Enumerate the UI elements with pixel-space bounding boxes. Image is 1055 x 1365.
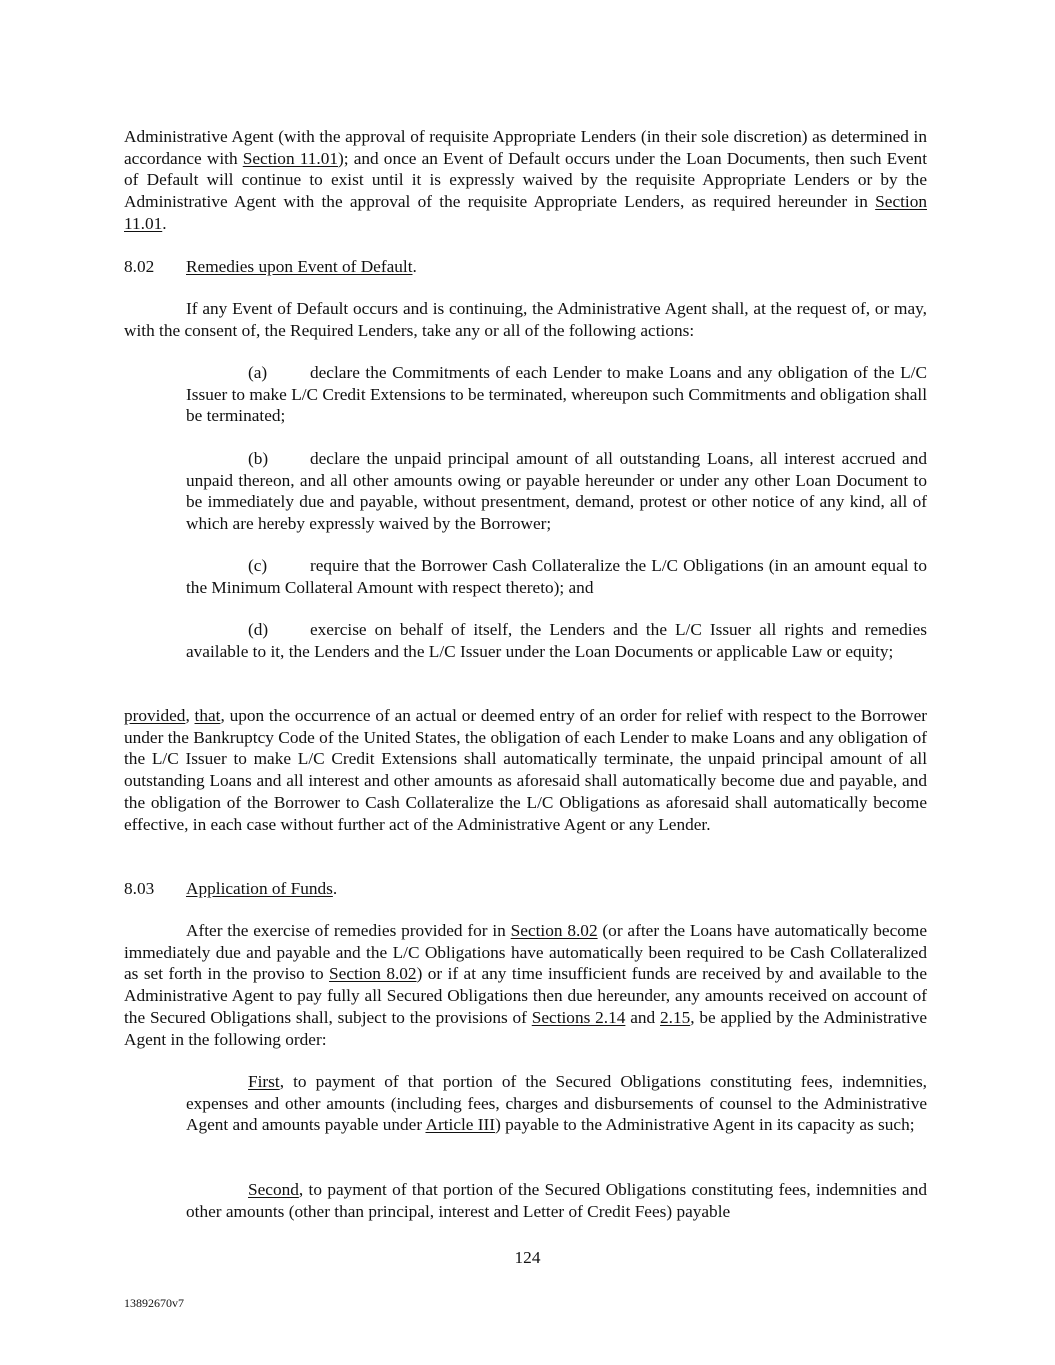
item-label: (a) (248, 363, 268, 382)
priority-item-second (186, 1179, 927, 1222)
priority-label: Second (248, 1180, 299, 1199)
text-run: and (625, 1007, 660, 1027)
section-reference-2-15: 2.15 (660, 1007, 691, 1027)
item-text: exercise on behalf of itself, the Lenders and the L/C Issuer all rights and remedies available to it, the Lenders and the L/C Issuer under the Loan Documents or applicable Law or equity; (186, 620, 927, 661)
priority-item-first (186, 1071, 927, 1136)
text-run: . (412, 257, 417, 276)
text-run: . (332, 879, 338, 898)
list-item-d (186, 619, 927, 662)
list-item-b (186, 448, 927, 535)
section-number: 8.02 (124, 257, 155, 276)
section-title: Application of Funds (186, 879, 333, 898)
item-label: (d) (248, 620, 269, 639)
item-text: require that the Borrower Cash Collateralize the L/C Obligations (in an amount equal to the Minimum Collateral Amount with respect thereto); and (186, 556, 927, 597)
section-reference-2-14: Sections 2.14 (531, 1007, 626, 1027)
text-run: , upon the occurrence of an actual or deemed entry of an order for relief with respect to the Borrower under the Bankruptcy Code of the United States, the obligation of each Lender to make Loans and any obligation of the L/C Issuer to make L/C Credit Extensions shall automatically terminate, the unpaid principal amount of all outstanding Loans and all interest and other amounts as aforesaid shall automatically become due and payable, and the obligation of the Borrower to Cash Collateralize the L/C Obligations as aforesaid shall automatically become effective, in each case without further act of the Administrative Agent or any Lender. (124, 706, 927, 834)
text-run: , be applied by the Administrative Agent in the following order: (124, 1007, 927, 1049)
text-run: ) or if at any time insufficient funds are received by and available to the Administrative Agent to pay fully all Secured Obligations then due hereunder, any amounts received on account of the Secured Obligations shall, subject to the provisions of (124, 964, 927, 1027)
section-reference-8-02: Section 8.02 (510, 921, 598, 940)
item-label: (b) (248, 449, 269, 468)
paragraph-remedies-intro: If any Event of Default occurs and is continuing, the Administrative Agent shall, at the request of, or may, with the consent of, the Required Lenders, take any or all of the following actions: (124, 299, 927, 340)
paragraph-application-intro (124, 920, 927, 1050)
text-run: Administrative Agent (with the approval of requisite Appropriate Lenders (in their sole discretion) as determined in accordance with (124, 127, 927, 168)
paragraph-proviso (124, 705, 927, 835)
section-number: 8.03 (124, 879, 155, 898)
priority-label: First (248, 1072, 280, 1091)
section-reference-8-02-second: Section 8.02 (329, 964, 417, 984)
text-run: , to payment of that portion of the Secured Obligations constituting fees, indemnities and other amounts (other than principal, interest and Letter of Credit Fees) payable (186, 1180, 927, 1221)
text-run: , to payment of that portion of the Secured Obligations constituting fees, indemnities, expenses and other amounts (including fees, charges and disbursements of counsel to the Administrative Agent and amounts payable under (186, 1072, 927, 1135)
item-text: declare the Commitments of each Lender to make Loans and any obligation of the L/C Issuer to make L/C Credit Extensions to be terminated, whereupon such Commitments and obligation shall be terminated; (186, 363, 927, 426)
paragraph-event-of-default-continuation (124, 126, 927, 235)
section-reference-11-01: Section 11.01 (242, 148, 338, 168)
item-label: (c) (248, 556, 268, 575)
item-text: declare the unpaid principal amount of all outstanding Loans, all interest accrued and unpaid thereon, and all other amounts owing or payable hereunder or under any other Loan Document to be immediately due and payable, without presentment, demand, protest or other notice of any kind, all of which are hereby expressly waived by the Borrower; (186, 449, 927, 534)
list-item-a (186, 362, 927, 427)
section-heading-8-03 (124, 878, 337, 900)
text-run: (or after the Loans have automatically become immediately due and payable and the L/C Obligations have automatically been required to be Cash Collateralized as set forth in the proviso to (124, 921, 928, 984)
text-run: ); and once an Event of Default occurs under the Loan Documents, then such Event of Default will continue to exist until it is expressly waived by the requisite Appropriate Lenders or by the Administrative Agent with the approval of the requisite Appropriate Lenders, as required hereunder in (124, 148, 927, 212)
proviso-term: that (194, 706, 221, 725)
text-run: ) payable to the Administrative Agent in its capacity as such; (495, 1115, 915, 1135)
article-reference-iii: Article III (425, 1115, 496, 1135)
section-reference-11-01-second: Section 11.01 (124, 192, 927, 233)
text-run: , (185, 706, 195, 725)
proviso-term: provided (124, 706, 186, 725)
text-run: After the exercise of remedies provided for in (186, 921, 511, 940)
section-title: Remedies upon Event of Default (186, 257, 413, 276)
document-id: 13892670v7 (124, 1296, 184, 1310)
section-heading-8-02 (124, 256, 417, 278)
list-item-c (186, 555, 927, 598)
text-run: . (162, 213, 167, 233)
page-number: 124 (514, 1248, 541, 1267)
